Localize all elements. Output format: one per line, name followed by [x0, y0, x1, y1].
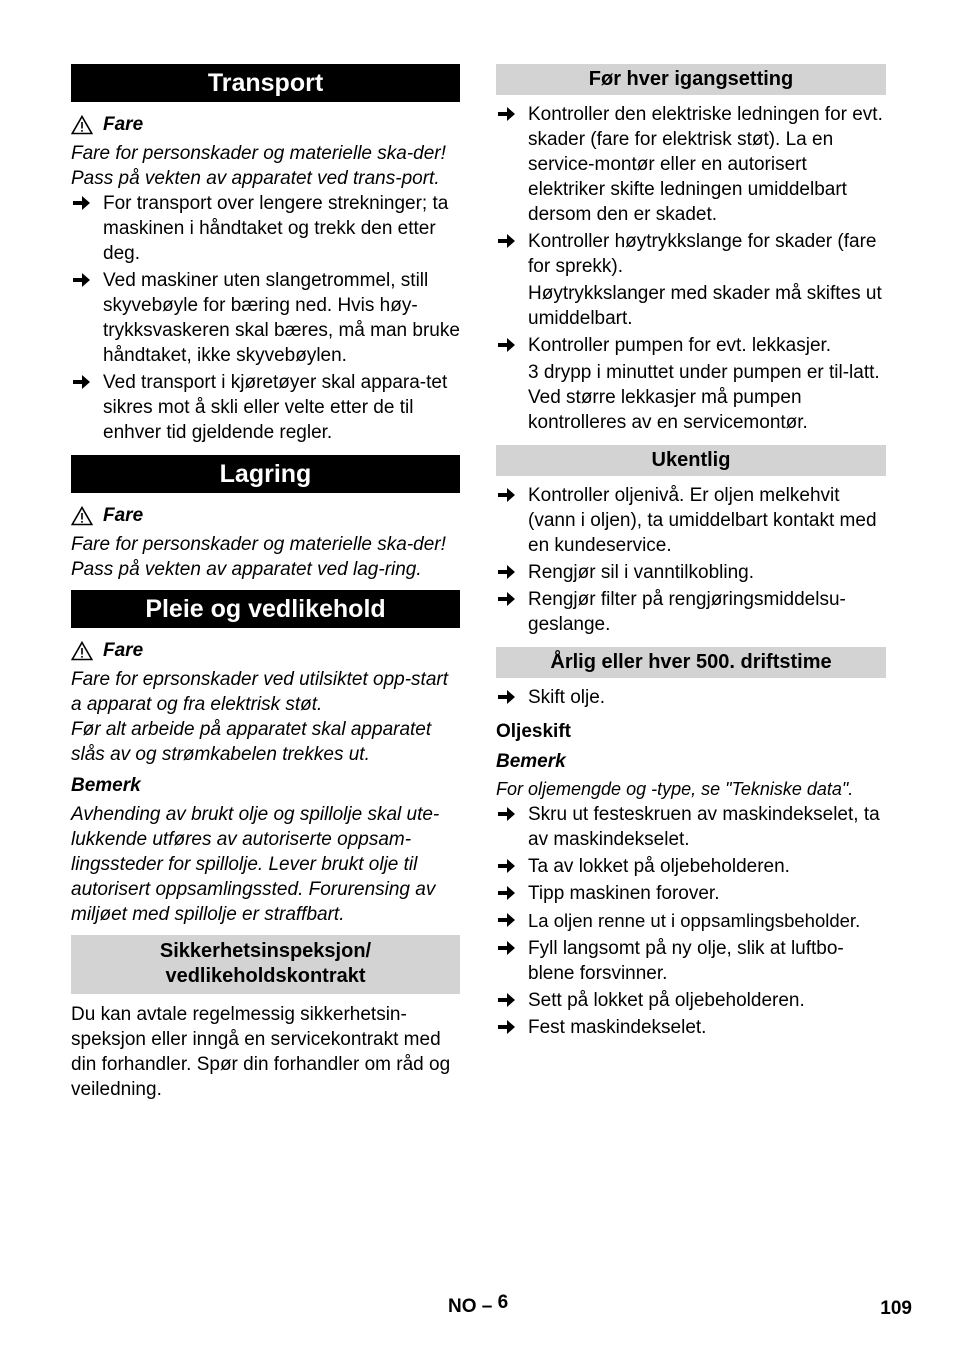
- list-item-text: Kontroller oljenivå. Er oljen melkehvit (vann i oljen), ta umiddelbart kontakt med en kundeservice.: [528, 485, 877, 556]
- arrow-right-icon: [71, 194, 91, 212]
- list-item-text: Skift olje.: [528, 687, 606, 708]
- list-item-text: Rengjør sil i vanntilkobling.: [528, 562, 754, 583]
- list-item: [496, 685, 886, 710]
- list-item-text: Kontroller den elektriske ledningen for evt. skader (fare for elektrisk støt). La en service-montør eller en autorisert elektriker skifte ledningen umiddelbart dersom den er skadet.: [528, 104, 883, 225]
- list-item-text: Fyll langsomt på ny olje, slik at luftbo-blene forsvinner.: [528, 938, 844, 984]
- sikkerhet-text: Du kan avtale regelmessig sikkerhetsin-speksjon eller inngå en servicekontrakt med din forhandler. Spør din forhandler om råd og veiledning.: [71, 1004, 451, 1100]
- for-hver-list-2: [496, 333, 886, 358]
- note-text: For oljemengde og -type, se "Tekniske data".: [496, 779, 854, 799]
- warning-triangle-icon: [71, 641, 93, 661]
- arlig-list: [496, 685, 886, 710]
- oljeskift-heading: Oljeskift: [496, 721, 571, 742]
- arrow-right-icon: [496, 939, 516, 957]
- list-item-text: Tipp maskinen forover.: [528, 883, 720, 904]
- for-hver-list: [496, 102, 886, 279]
- note-text: Avhending av brukt olje og spillolje skal ute-lukkende utføres av autoriserte oppsam-lingssteder for spillolje. Lever brukt olje til autorisert oppsamlingssted. Forurensing av miljøet med spillolje er straffbart.: [71, 804, 440, 925]
- note-label: Bemerk: [71, 775, 141, 796]
- section-heading-ukentlig: Ukentlig: [496, 445, 886, 476]
- list-item: [71, 370, 460, 445]
- arrow-right-icon: [496, 991, 516, 1009]
- footer-lang: NO: [448, 1296, 477, 1317]
- note-label: Bemerk: [496, 751, 566, 772]
- list-item-text: For transport over lengere strekninger; ta maskinen i håndtaket og trekk den etter deg.: [103, 193, 449, 264]
- warning-fare-lagring: [71, 503, 460, 528]
- list-item: [496, 908, 886, 934]
- list-item: [496, 560, 886, 585]
- page-number: 109: [880, 1298, 912, 1319]
- arrow-right-icon: [496, 911, 516, 929]
- ukentlig-list: [496, 483, 886, 637]
- list-item-continuation: Høytrykkslanger med skader må skiftes ut umiddelbart.: [528, 283, 882, 329]
- oljeskift-steps: [496, 802, 886, 1040]
- section-heading-sikkerhet: [71, 935, 460, 994]
- list-item: [71, 191, 460, 266]
- warning-label: Fare: [103, 640, 144, 661]
- arrow-right-icon: [496, 857, 516, 875]
- list-item: [496, 802, 886, 852]
- arrow-right-icon: [496, 105, 516, 123]
- warning-label: Fare: [103, 505, 144, 526]
- warning-label: Fare: [103, 114, 144, 135]
- warning-text: Fare for personskader og materielle ska-der! Pass på vekten av apparatet ved trans-port.: [71, 143, 446, 189]
- arrow-right-icon: [496, 688, 516, 706]
- warning-triangle-icon: [71, 506, 93, 526]
- list-item: [496, 483, 886, 558]
- section-heading-lagring: Lagring: [71, 455, 460, 493]
- list-item: [496, 333, 886, 358]
- footer-section-label: [448, 1292, 509, 1318]
- list-item: [496, 587, 886, 637]
- arrow-right-icon: [496, 805, 516, 823]
- warning-text: Fare for personskader og materielle ska-der! Pass på vekten av apparatet ved lag-ring.: [71, 534, 446, 580]
- list-item: [496, 854, 886, 879]
- list-item-text: La oljen renne ut i oppsamlingsbeholder.: [528, 910, 861, 931]
- list-item: [71, 268, 460, 368]
- arrow-right-icon: [71, 373, 91, 391]
- transport-list: [71, 191, 460, 445]
- heading-line-2: vedlikeholdskontrakt: [165, 965, 366, 987]
- warning-fare-pleie: [71, 638, 460, 663]
- list-item-text: Ta av lokket på oljebeholderen.: [528, 856, 790, 877]
- warning-fare-transport: [71, 112, 460, 137]
- arrow-right-icon: [496, 486, 516, 504]
- section-heading-transport: Transport: [71, 64, 460, 102]
- list-item: [496, 936, 886, 986]
- arrow-right-icon: [496, 232, 516, 250]
- section-heading-for-hver: Før hver igangsetting: [496, 64, 886, 95]
- list-item: [496, 102, 886, 227]
- warning-text-1: Fare for eprsonskader ved utilsiktet opp-start a apparat og fra elektrisk støt.: [71, 669, 449, 715]
- list-item-text: Rengjør filter på rengjøringsmiddelsu-geslange.: [528, 589, 846, 635]
- left-column: [71, 64, 460, 1102]
- section-heading-arlig: Årlig eller hver 500. driftstime: [496, 647, 886, 678]
- list-item-text: Ved maskiner uten slangetrommel, still skyvebøyle for bæring ned. Hvis høy-trykksvaskeren skal bæres, må man bruke håndtaket, ikke skyvebøylen.: [103, 270, 460, 366]
- list-item-text: Fest maskindekselet.: [528, 1017, 707, 1038]
- arrow-right-icon: [496, 884, 516, 902]
- section-heading-pleie: Pleie og vedlikehold: [71, 590, 460, 628]
- list-item-text: Kontroller pumpen for evt. lekkasjer.: [528, 335, 832, 356]
- list-item: [496, 988, 886, 1013]
- arrow-right-icon: [496, 336, 516, 354]
- arrow-right-icon: [496, 1018, 516, 1036]
- list-item: [496, 881, 886, 906]
- list-item-text: Skru ut festeskruen av maskindekselet, ta av maskindekselet.: [528, 804, 880, 850]
- heading-line-1: Sikkerhetsinspeksjon/: [159, 940, 372, 962]
- arrow-right-icon: [496, 590, 516, 608]
- footer-dash: –: [481, 1296, 493, 1317]
- arrow-right-icon: [71, 271, 91, 289]
- list-item: [496, 1015, 886, 1040]
- warning-text-2: Før alt arbeide på apparatet skal apparatet slås av og strømkabelen trekkes ut.: [71, 719, 432, 765]
- list-item: [496, 229, 886, 279]
- right-column: [496, 64, 886, 1042]
- list-item-text: Ved transport i kjøretøyer skal appara-tet sikres mot å skli eller velte etter de til enhver tid gjeldende regler.: [103, 372, 448, 443]
- arrow-right-icon: [496, 563, 516, 581]
- footer-local-page: 6: [497, 1292, 509, 1313]
- list-item-continuation: 3 drypp i minuttet under pumpen er til-latt. Ved større lekkasjer må pumpen kontrolleres av en servicemontør.: [528, 362, 880, 433]
- warning-triangle-icon: [71, 115, 93, 135]
- list-item-text: Sett på lokket på oljebeholderen.: [528, 990, 805, 1011]
- list-item-text: Kontroller høytrykkslange for skader (fare for sprekk).: [528, 231, 877, 277]
